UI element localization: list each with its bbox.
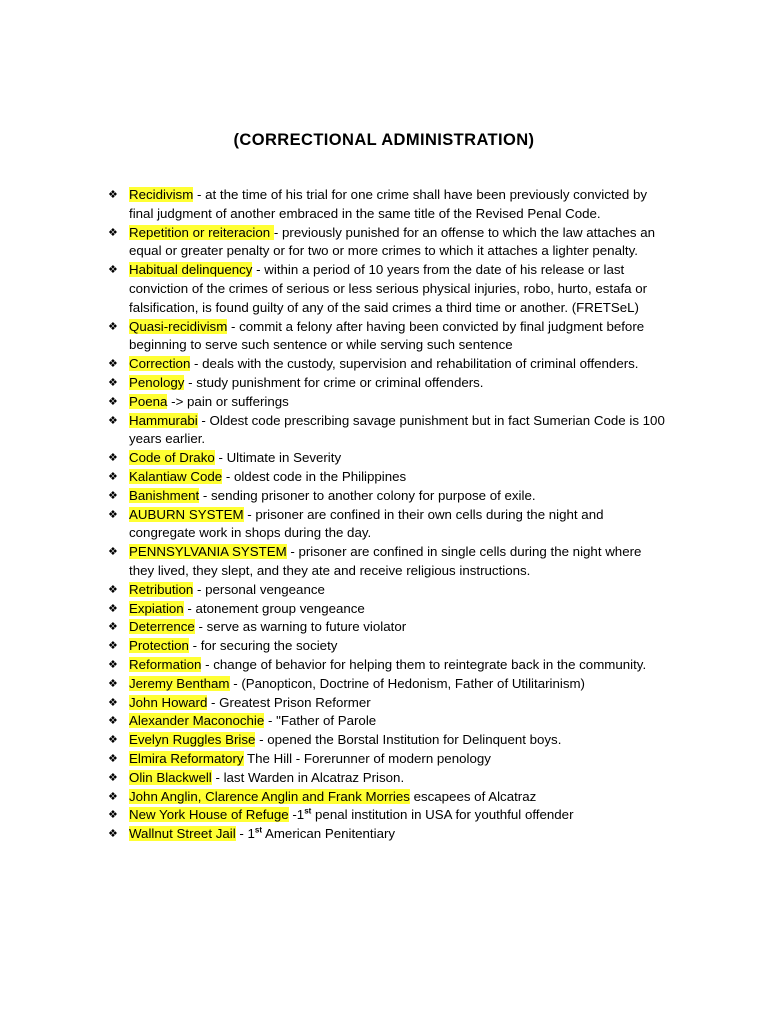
term-definition: The Hill - Forerunner of modern penology [243,750,491,766]
term-definition: - prisoner are confined in single cells during the night where they lived, they slept, and they ate and receive religious instructions. [129,544,642,578]
diamond-bullet-icon: ❖ [108,828,118,841]
term-item [0,656,669,675]
diamond-bullet-icon: ❖ [108,508,118,521]
highlighted-term: Kalantiaw Code [129,468,223,484]
diamond-bullet-icon: ❖ [108,752,118,765]
term-item [0,806,669,825]
highlighted-term: Poena [129,393,168,409]
highlighted-term: Reformation [129,656,202,672]
term-definition: - atonement group vengeance [183,600,365,616]
term-definition: - Ultimate in Severity [214,450,342,466]
diamond-bullet-icon: ❖ [108,658,118,671]
highlighted-term: Repetition or reiteracion [129,224,274,240]
highlighted-term: John Anglin, Clarence Anglin and Frank Morries [129,788,410,804]
diamond-bullet-icon: ❖ [108,546,118,559]
term-item [0,750,669,769]
highlighted-term: John Howard [129,694,208,710]
term-item [0,769,669,788]
term-definition: - Oldest code prescribing savage punishment but in fact Sumerian Code is 100 years earlier. [129,412,665,447]
diamond-bullet-icon: ❖ [108,470,118,483]
term-definition: - commit a felony after having been convicted by final judgment before beginning to serve such sentence or while serving such sentence [129,318,645,353]
highlighted-term: Alexander Maconochie [129,713,265,729]
highlighted-term: Deterrence [129,619,195,635]
term-definition: - Greatest Prison Reformer [207,694,371,710]
ordinal-superscript: st [254,825,263,835]
diamond-bullet-icon: ❖ [108,395,118,408]
term-item [0,506,669,544]
diamond-bullet-icon: ❖ [108,715,118,728]
term-definition: - last Warden in Alcatraz Prison. [211,769,405,785]
term-definition: - serve as warning to future violator [194,619,407,635]
highlighted-term: Olin Blackwell [129,769,212,785]
term-item [0,393,669,412]
term-item [0,449,669,468]
diamond-bullet-icon: ❖ [108,320,118,333]
diamond-bullet-icon: ❖ [108,809,118,822]
diamond-bullet-icon: ❖ [108,583,118,596]
highlighted-term: Banishment [129,487,200,503]
diamond-bullet-icon: ❖ [108,621,118,634]
diamond-bullet-icon: ❖ [108,602,118,615]
term-item [0,186,669,224]
diamond-bullet-icon: ❖ [108,264,118,277]
highlighted-term: Recidivism [129,187,194,202]
highlighted-term: Wallnut Street Jail [129,826,236,842]
term-definition: - opened the Borstal Institution for Delinquent boys. [255,732,562,748]
term-item [0,468,669,487]
term-definition: - personal vengeance [193,581,325,597]
term-definition: -> pain or sufferings [167,393,289,409]
highlighted-term: Protection [129,638,189,654]
term-definition: - deals with the custody, supervision and rehabilitation of criminal offenders. [190,356,639,372]
page-title: (CORRECTIONAL ADMINISTRATION) [233,131,535,149]
term-definition: - (Panopticon, Doctrine of Hedonism, Father of Utilitarinism) [229,675,585,691]
diamond-bullet-icon: ❖ [108,414,118,427]
ordinal-superscript: st [304,806,312,816]
term-definition: - prisoner are confined in their own cells during the night and congregate work in shops during the day. [129,506,604,541]
term-definition: - within a period of 10 years from the date of his release or last conviction of the crimes of serious or less serious physical injuries, robo, hurto, estafa or falsification, is found guilty of any of the said crimes a third time or another. (FRETSeL) [129,262,648,315]
terms-list [0,186,669,844]
term-definition: - for securing the society [188,638,338,654]
term-item [0,712,669,731]
highlighted-term: New York House of Refuge [129,807,289,823]
term-item [0,261,669,317]
term-definition: - at the time of his trial for one crime shall have been previously convicted by final judgment of another embraced in the same title of the Revised Penal Code. [129,187,648,221]
term-item [0,543,669,581]
term-item [0,618,669,637]
diamond-bullet-icon: ❖ [108,358,118,371]
term-item [0,788,669,807]
diamond-bullet-icon: ❖ [108,640,118,653]
term-item [0,637,669,656]
term-item [0,581,669,600]
highlighted-term: Jeremy Bentham [129,675,230,691]
highlighted-term: AUBURN SYSTEM [129,506,244,522]
term-definition-continued: American Penitentiary [262,826,396,842]
diamond-bullet-icon: ❖ [108,790,118,803]
highlighted-term: Quasi-recidivism [129,318,228,334]
term-definition: - "Father of Parole [264,713,377,729]
term-item [0,355,669,374]
highlighted-term: Hammurabi [129,412,198,428]
term-definition: -1 [288,807,305,823]
diamond-bullet-icon: ❖ [108,734,118,747]
diamond-bullet-icon: ❖ [108,771,118,784]
highlighted-term: Elmira Reformatory [129,750,244,766]
term-definition-continued: penal institution in USA for youthful offender [311,807,574,823]
term-definition: - previously punished for an offense to which the law attaches an equal or greater penalty or for two or more crimes to which it attaches a lighter penalty. [129,224,656,259]
term-item [0,487,669,506]
diamond-bullet-icon: ❖ [108,226,118,239]
term-item [0,600,669,619]
term-definition: - study punishment for crime or criminal offenders. [184,374,484,390]
term-item [0,731,669,750]
highlighted-term: Retribution [129,581,194,597]
highlighted-term: Correction [129,356,191,372]
highlighted-term: Code of Drako [129,450,215,466]
term-definition: - change of behavior for helping them to reintegrate back in the community. [201,656,647,672]
term-item [0,374,669,393]
highlighted-term: Expiation [129,600,184,616]
diamond-bullet-icon: ❖ [108,677,118,690]
diamond-bullet-icon: ❖ [108,189,118,201]
term-item [0,694,669,713]
highlighted-term: Evelyn Ruggles Brise [129,732,256,748]
diamond-bullet-icon: ❖ [108,696,118,709]
term-item [0,224,669,262]
highlighted-term: PENNSYLVANIA SYSTEM [129,544,287,560]
term-item [0,318,669,356]
highlighted-term: Habitual delinquency [129,262,253,278]
term-definition: escapees of Alcatraz [409,788,537,804]
diamond-bullet-icon: ❖ [108,376,118,389]
diamond-bullet-icon: ❖ [108,489,118,502]
highlighted-term: Penology [129,374,185,390]
term-item [0,675,669,694]
term-definition: - sending prisoner to another colony for purpose of exile. [199,487,536,503]
term-definition: - oldest code in the Philippines [222,468,407,484]
term-item [0,412,669,450]
term-definition: - 1 [235,826,255,842]
diamond-bullet-icon: ❖ [108,452,118,465]
term-item [0,825,669,844]
